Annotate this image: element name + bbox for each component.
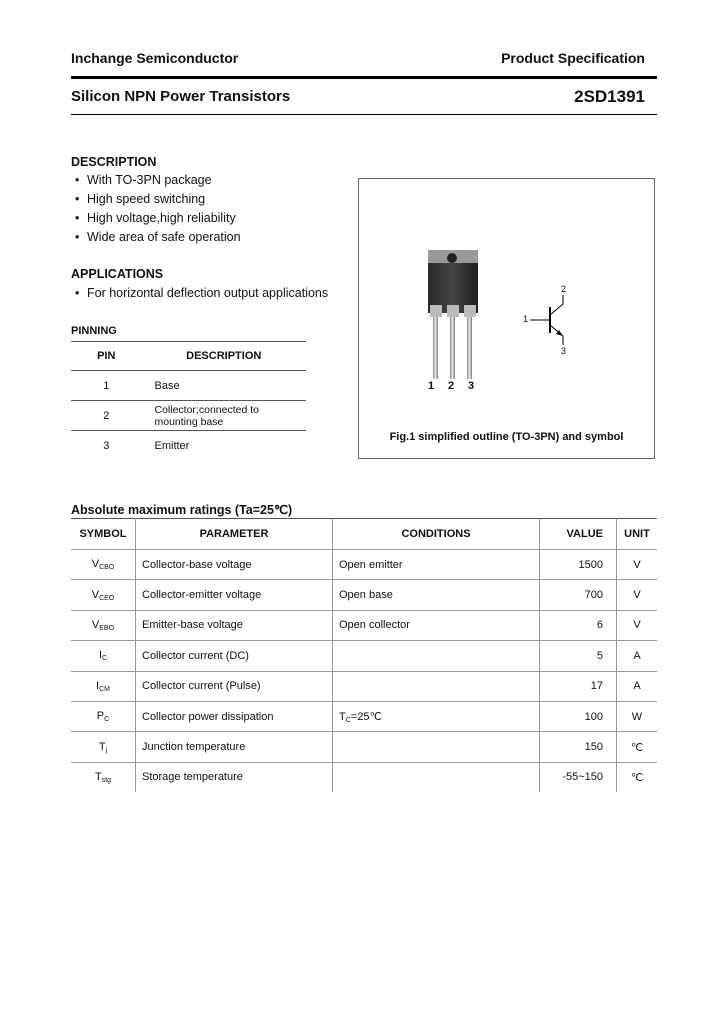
symbol-main: I (96, 679, 100, 692)
list-item: • High speed switching (71, 190, 241, 209)
symbol-pin-label: 1 (523, 314, 529, 324)
symbol-pin-label: 3 (561, 346, 567, 356)
value-cell: 700 (540, 580, 617, 610)
unit-cell: W (617, 701, 658, 731)
applications-heading: APPLICATIONS (71, 267, 164, 281)
column-header: UNIT (617, 519, 658, 550)
symbol-subscript: EBO (99, 624, 115, 632)
pin-description: Collector;connected to mounting base (142, 401, 307, 431)
table-row (71, 641, 657, 671)
npn-transistor-symbol-icon (530, 290, 580, 350)
parameter-cell: Collector-emitter voltage (136, 580, 333, 610)
parameter-cell: Collector current (Pulse) (136, 671, 333, 701)
figure-caption: Fig.1 simplified outline (TO-3PN) and symbol (389, 431, 624, 443)
symbol-pin-label: 2 (561, 284, 567, 294)
symbol-main: V (91, 558, 100, 571)
conditions-cell (333, 762, 540, 792)
unit-cell: V (617, 610, 658, 640)
package-pin-label: 2 (448, 380, 455, 392)
part-number: 2SD1391 (574, 87, 645, 106)
symbol-subscript: stg (101, 776, 112, 784)
package-pin-label: 3 (468, 380, 475, 392)
pinning-heading: PINNING (71, 325, 117, 337)
table-row (71, 550, 657, 580)
unit-cell: ℃ (617, 762, 658, 792)
table-row (71, 580, 657, 610)
symbol-subscript: CBO (99, 564, 115, 572)
parameter-cell: Storage temperature (136, 762, 333, 792)
table-row (71, 431, 306, 461)
pinning-table (71, 341, 306, 460)
document-type: Product Specification (501, 50, 645, 66)
table-row (71, 371, 306, 401)
symbol-cell (71, 580, 136, 610)
symbol-main: V (91, 588, 100, 601)
symbol-cell (71, 732, 136, 762)
symbol-subscript: C (102, 655, 108, 663)
symbol-cell (71, 671, 136, 701)
description-list (71, 171, 241, 247)
pin-number: 1 (71, 371, 142, 401)
ratings-table (71, 518, 657, 792)
pin-description: Emitter (142, 431, 307, 461)
unit-cell: ℃ (617, 732, 658, 762)
parameter-cell: Collector-base voltage (136, 550, 333, 580)
pin-number: 2 (71, 401, 142, 431)
ratings-heading: Absolute maximum ratings (Ta=25℃) (71, 503, 293, 517)
symbol-main: I (98, 649, 102, 662)
value-cell: 1500 (540, 550, 617, 580)
pin-description: Base (142, 371, 307, 401)
symbol-cell (71, 762, 136, 792)
symbol-main: P (96, 710, 105, 723)
conditions-cell (333, 641, 540, 671)
symbol-cell (71, 610, 136, 640)
header-rule (71, 76, 657, 79)
column-header: VALUE (540, 519, 617, 550)
condition-main: T (339, 710, 346, 723)
value-cell: 5 (540, 641, 617, 671)
column-header: SYMBOL (71, 519, 136, 550)
conditions-cell: Open base (333, 580, 540, 610)
table-row (71, 762, 657, 792)
list-item: • With TO-3PN package (71, 171, 241, 190)
symbol-subscript: j (105, 746, 108, 754)
symbol-subscript: C (104, 716, 110, 724)
column-header: PIN (71, 342, 142, 371)
unit-cell: V (617, 580, 658, 610)
conditions-cell: Open collector (333, 610, 540, 640)
applications-list (71, 284, 328, 303)
symbol-main: T (94, 770, 102, 783)
to3pn-package-image (415, 245, 490, 395)
unit-cell: A (617, 671, 658, 701)
symbol-cell (71, 641, 136, 671)
package-pin-label: 1 (428, 380, 435, 392)
symbol-cell (71, 550, 136, 580)
value-cell: 17 (540, 671, 617, 701)
list-item: • Wide area of safe operation (71, 228, 241, 247)
parameter-cell: Collector power dissipation (136, 701, 333, 731)
column-header: DESCRIPTION (142, 342, 307, 371)
column-header: PARAMETER (136, 519, 333, 550)
table-row (71, 732, 657, 762)
value-cell: -55~150 (540, 762, 617, 792)
parameter-cell: Collector current (DC) (136, 641, 333, 671)
description-heading: DESCRIPTION (71, 155, 157, 169)
conditions-cell (333, 701, 540, 731)
condition-rest: =25℃ (350, 710, 382, 723)
conditions-cell (333, 671, 540, 701)
conditions-cell (333, 732, 540, 762)
list-item: • For horizontal deflection output applications (71, 284, 328, 303)
unit-cell: V (617, 550, 658, 580)
column-header: CONDITIONS (333, 519, 540, 550)
list-item: • High voltage,high reliability (71, 209, 241, 228)
symbol-subscript: CM (99, 685, 110, 693)
page-title: Silicon NPN Power Transistors (71, 88, 291, 105)
table-row (71, 701, 657, 731)
pin-number: 3 (71, 431, 142, 461)
parameter-cell: Emitter-base voltage (136, 610, 333, 640)
symbol-main: T (98, 740, 106, 753)
figure-box (358, 178, 655, 459)
table-header-row (71, 519, 657, 550)
conditions-cell: Open emitter (333, 550, 540, 580)
table-header-row (71, 342, 306, 371)
parameter-cell: Junction temperature (136, 732, 333, 762)
value-cell: 100 (540, 701, 617, 731)
symbol-subscript: CEO (99, 594, 115, 602)
unit-cell: A (617, 641, 658, 671)
table-row (71, 401, 306, 431)
value-cell: 6 (540, 610, 617, 640)
table-row (71, 671, 657, 701)
title-rule (71, 114, 657, 115)
symbol-cell (71, 701, 136, 731)
table-row (71, 610, 657, 640)
symbol-main: V (91, 618, 100, 631)
condition-subscript: C (345, 716, 351, 724)
company-name: Inchange Semiconductor (71, 50, 239, 66)
value-cell: 150 (540, 732, 617, 762)
